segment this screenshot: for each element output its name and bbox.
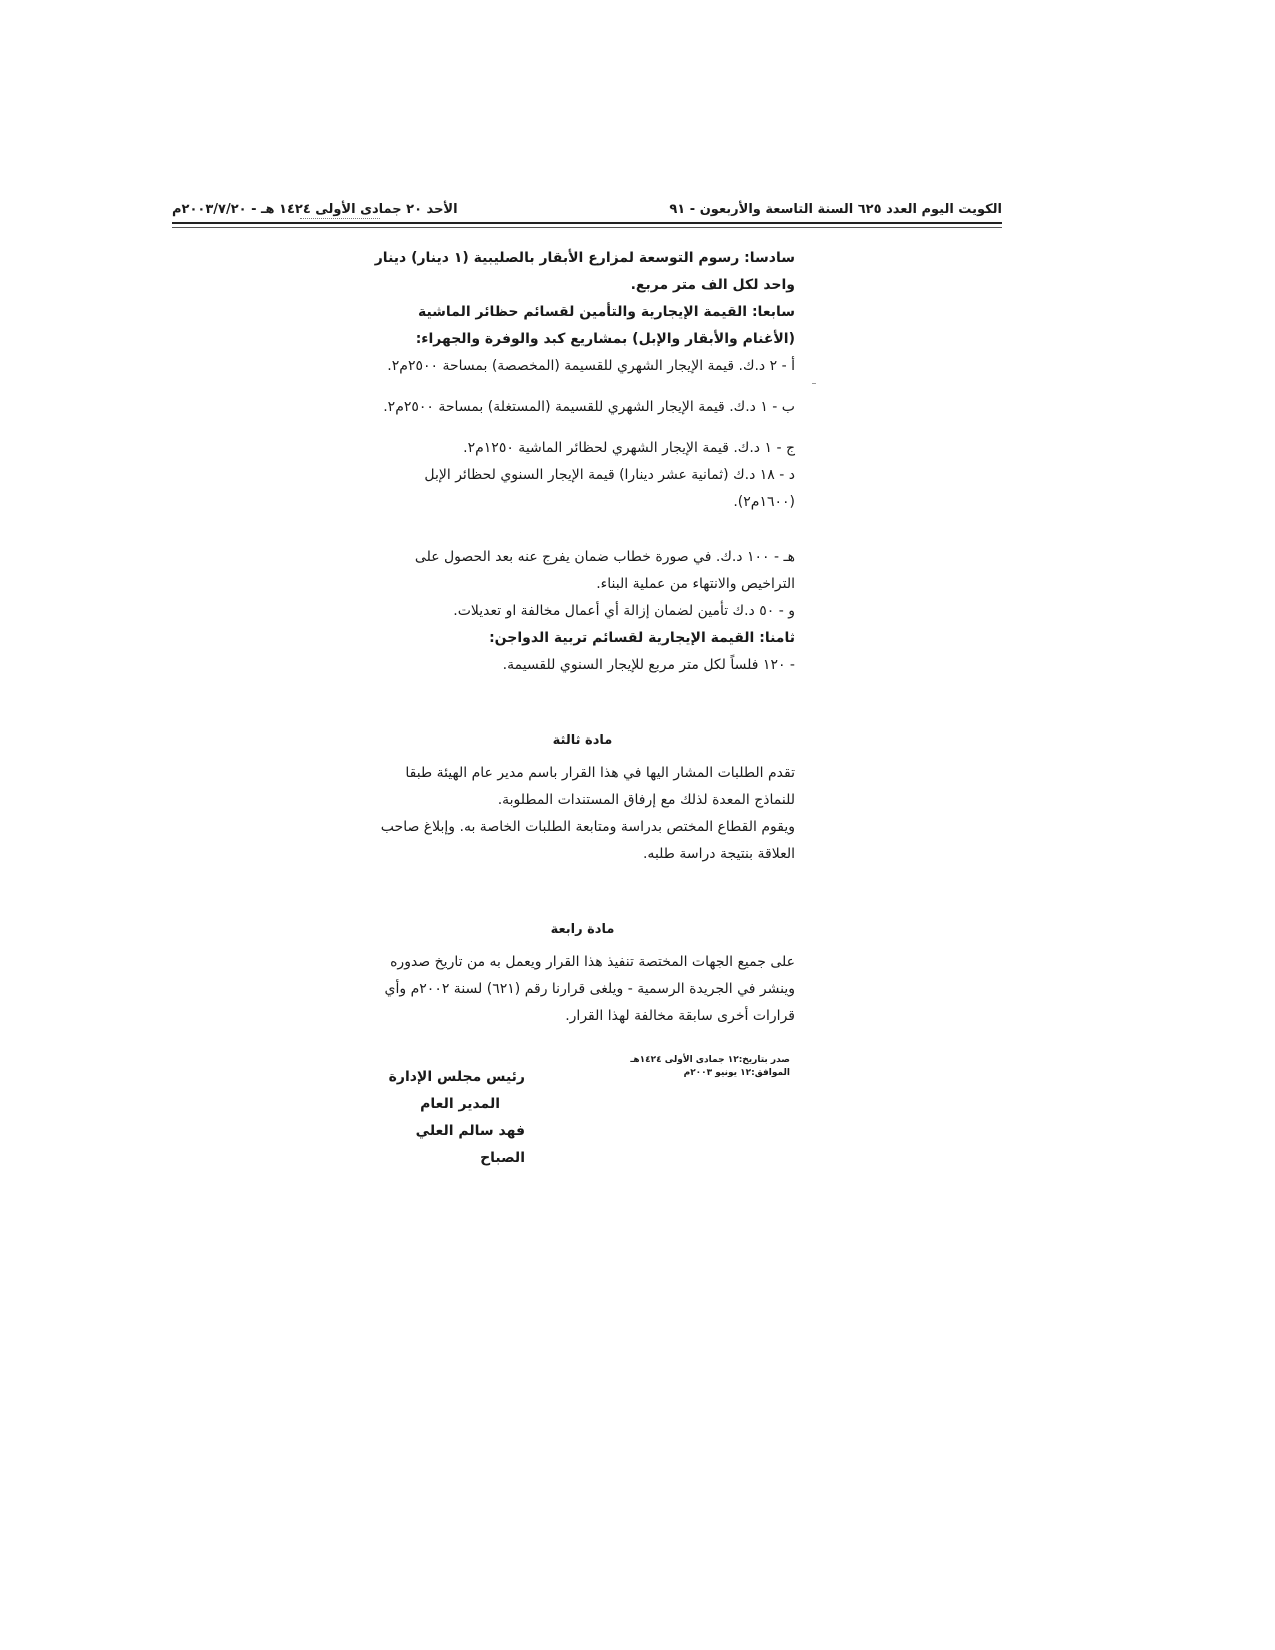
section-8-title: ثامنا: القيمة الإيجارية لقسائم تربية الدواجن:	[489, 630, 795, 646]
article-3-text: ويقوم القطاع المختص بدراسة ومتابعة الطلبات الخاصة به. وإبلاغ صاحب العلاقة بنتيجة دراسة طلبه.	[380, 819, 795, 862]
list-item: د - ١٨ د.ك (ثمانية عشر دينارا) قيمة الإيجار السنوي لحظائر الإبل (١٦٠٠م٢).	[424, 467, 795, 510]
signature-role: المدير العام	[420, 1096, 500, 1112]
section-7-title: سابعا: القيمة الإيجارية والتأمين لقسائم حظائر الماشية (الأغنام والأبقار والإبل) بمشاريع كبد والوفرة والجهراء:	[415, 304, 795, 347]
section-6-title: سادسا: رسوم التوسعة لمزارع الأبقار بالصليبية (١ دينار) دينار واحد لكل الف متر مربع.	[374, 250, 795, 293]
signature-block	[370, 1064, 795, 1172]
signature-title: رئيس مجلس الإدارة	[388, 1069, 525, 1085]
signature-name: فهد سالم العلي الصباح	[415, 1123, 525, 1166]
issue-date-hijri: صدر بتاريخ:١٢ جمادى الأولى ١٤٢٤هـ	[630, 1055, 790, 1065]
article-3-text: تقدم الطلبات المشار اليها في هذا القرار باسم مدير عام الهيئة طبقا للنماذج المعدة لذلك مع إرفاق المستندات المطلوبة.	[405, 765, 795, 808]
article-4-heading: مادة رابعة	[550, 922, 615, 937]
header-dotted-mark	[300, 218, 380, 219]
page-header	[172, 202, 1002, 224]
article-3-heading: مادة ثالثة	[552, 733, 613, 748]
main-column	[370, 245, 795, 1172]
issue-date-gregorian: الموافق:١٢ يونيو ٢٠٠٣م	[683, 1068, 790, 1078]
list-item: و - ٥٠ د.ك تأمين لضمان إزالة أي أعمال مخالفة او تعديلات.	[453, 603, 795, 619]
header-divider	[172, 222, 1002, 228]
header-publication-info: الكويت اليوم العدد ٦٢٥ السنة التاسعة والأربعون - ٩١	[669, 202, 1002, 217]
list-item: ج - ١ د.ك. قيمة الإيجار الشهري لحظائر الماشية ١٢٥٠م٢.	[463, 440, 795, 456]
margin-mark	[812, 383, 816, 384]
article-4-text: على جميع الجهات المختصة تنفيذ هذا القرار ويعمل به من تاريخ صدوره وينشر في الجريدة الرسمية - ويلغى قرارنا رقم (٦٢١) لسنة ٢٠٠٢م وأي قرارات أخرى سابقة مخالفة لهذا القرار.	[384, 954, 795, 1024]
list-item: - ١٢٠ فلساً لكل متر مربع للإيجار السنوي للقسيمة.	[502, 657, 795, 673]
issue-date-note	[610, 1054, 790, 1080]
list-item: هـ - ١٠٠ د.ك. في صورة خطاب ضمان يفرج عنه بعد الحصول على التراخيص والانتهاء من عملية البناء.	[414, 549, 795, 592]
list-item: أ - ٢ د.ك. قيمة الإيجار الشهري للقسيمة (المخصصة) بمساحة ٢٥٠٠م٢.	[387, 358, 795, 374]
list-item: ب - ١ د.ك. قيمة الإيجار الشهري للقسيمة (المستغلة) بمساحة ٢٥٠٠م٢.	[383, 399, 795, 415]
header-date: الأحد ٢٠ جمادى الأولى ١٤٢٤ هـ - ٢٠٠٣/٧/٢٠م	[172, 202, 458, 217]
